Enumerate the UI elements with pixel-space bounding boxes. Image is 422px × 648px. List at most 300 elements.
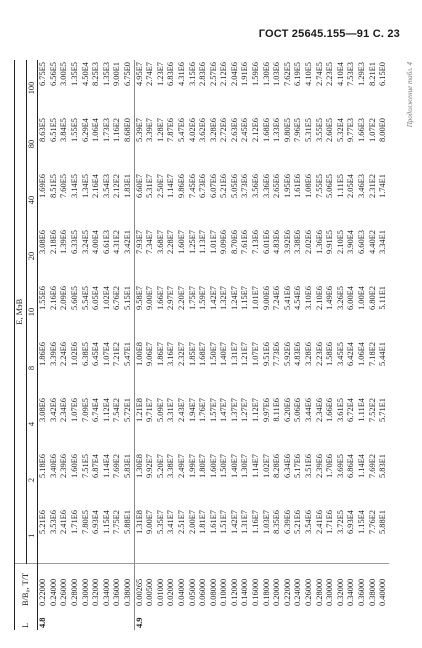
- cell-value: 1.42E7: [208, 286, 218, 310]
- cell-b: 0.34000: [346, 578, 356, 606]
- cell-value: 8.11E6: [272, 398, 282, 422]
- cell-value: 1.70E6: [325, 454, 335, 478]
- cell-value: 6.75E5: [38, 62, 48, 86]
- cell-value: 3.45E5: [335, 342, 345, 366]
- cell-value: 3.61E5: [335, 398, 345, 422]
- cell-value: 1.13E7: [198, 230, 208, 254]
- cell-value: 1.47E7: [219, 398, 229, 422]
- energy-header-cell: 1: [26, 508, 38, 564]
- cell-b: 0.30000: [80, 578, 90, 606]
- cell-value: 7.96E5: [293, 118, 303, 142]
- cell-value: 3.56E6: [251, 174, 261, 198]
- cell-value: 2.34E6: [314, 398, 324, 422]
- cell-l: 4.9: [134, 608, 145, 630]
- cell-value: 1.99E7: [187, 454, 197, 478]
- cell-value: 6.75E0: [122, 62, 132, 86]
- cell-value: 5.32E4: [335, 118, 345, 142]
- cell-value: 7.13E6: [251, 230, 261, 254]
- cell-b: 0.00500: [145, 578, 155, 606]
- cell-value: 7.53E3: [346, 62, 356, 86]
- cell-value: 3.54E6: [304, 508, 315, 564]
- cell-value: 6.05E4: [91, 286, 101, 310]
- cell-value: 6.19E5: [293, 62, 303, 86]
- cell-value: 4.54E6: [293, 286, 303, 310]
- cell-value: 7.73E6: [272, 342, 282, 366]
- cell-value: 3.68E7: [155, 230, 165, 254]
- cell-value: 6.76E2: [112, 286, 122, 310]
- cell-value: 3.42E1: [122, 230, 132, 254]
- cell-value: 5.60E5: [69, 286, 79, 310]
- cell-value: 1.21E7: [240, 342, 250, 366]
- energy-header-cell: 100: [26, 60, 38, 116]
- cell-b: 0.38000: [122, 578, 132, 606]
- cell-value: 6.74E4: [91, 398, 101, 422]
- cell-value: 1.14E4: [357, 454, 366, 478]
- cell-value: 2.02E6: [304, 230, 314, 254]
- energy-header-cell: 10: [26, 284, 38, 340]
- energy-header-cell: 40: [26, 172, 38, 228]
- cell-value: 3.84E5: [59, 118, 69, 142]
- cell-value: 2.00E7: [188, 508, 199, 564]
- cell-value: 1.14E7: [166, 174, 176, 198]
- cell-value: 5.06E6: [293, 398, 303, 422]
- cell-value: 5.05E6: [229, 174, 239, 198]
- cell-value: 5.72E1: [122, 398, 132, 422]
- cell-value: 4.83E6: [272, 230, 282, 254]
- cell-value: 2.09E6: [59, 286, 69, 310]
- cell-value: 6.00E4: [346, 286, 356, 310]
- cell-value: 1.34E5: [80, 174, 90, 198]
- rotated-table-stage: [14, 60, 406, 630]
- table-row: [177, 60, 188, 630]
- cell-value: 7.60E5: [59, 174, 69, 198]
- table-row: [112, 60, 123, 630]
- cell-value: 3.54E3: [101, 174, 111, 198]
- cell-value: 1.60E6: [69, 454, 79, 478]
- cell-value: 1.57E7: [208, 398, 218, 422]
- cell-b: 0.20000: [272, 578, 282, 606]
- cell-b: 0.24000: [48, 578, 58, 606]
- cell-b: 0.18000: [261, 578, 271, 606]
- cell-value: 1.15E4: [357, 508, 368, 564]
- cell-value: 1.12E4: [101, 398, 111, 422]
- cell-b: 0.36000: [112, 578, 122, 606]
- cell-value: 1.68E7: [198, 342, 208, 366]
- cell-value: 4.10E4: [335, 62, 345, 86]
- cell-value: 9.86E6: [176, 174, 186, 198]
- cell-value: 6.42E4: [346, 342, 356, 366]
- cell-value: 1.32E7: [219, 286, 229, 310]
- cell-l: [336, 608, 347, 630]
- cell-value: 1.66E6: [325, 398, 335, 422]
- cell-b: 0.28000: [69, 578, 79, 606]
- cell-b: 0.16000: [251, 578, 261, 606]
- cell-value: 2.16E4: [91, 174, 101, 198]
- cell-value: 6.33E5: [69, 230, 79, 254]
- cell-value: 2.74E7: [145, 62, 155, 86]
- cell-value: 1.51E7: [219, 508, 230, 564]
- cell-value: 2.83E6: [198, 62, 208, 86]
- table-row: [346, 60, 357, 630]
- cell-value: 6.07E6: [208, 174, 218, 198]
- cell-value: 2.60E5: [325, 118, 335, 142]
- cell-b: 0.24000: [293, 578, 303, 606]
- cell-value: 1.33E6: [272, 118, 282, 142]
- cell-value: 1.66E3: [357, 118, 366, 142]
- flux-table: [14, 60, 389, 630]
- cell-value: 2.63E6: [229, 118, 239, 142]
- table-row: [198, 60, 209, 630]
- cell-b: 0.26000: [304, 578, 314, 606]
- cell-value: 1.24E7: [229, 286, 239, 310]
- cell-b: 0.38000: [367, 578, 377, 606]
- cell-l: [293, 608, 304, 630]
- cell-l: [346, 608, 357, 630]
- table-row: [230, 60, 241, 630]
- table-row: [251, 60, 262, 630]
- cell-b: 0.22000: [282, 578, 292, 606]
- cell-value: 9.91E5: [325, 230, 335, 254]
- cell-value: 1.07E6: [69, 398, 79, 422]
- cell-value: 6.72E4: [346, 398, 356, 422]
- cell-value: 3.16E7: [166, 342, 176, 366]
- cell-value: 5.71E1: [378, 398, 388, 422]
- cell-value: 4.83E6: [293, 342, 303, 366]
- cell-value: 7.21E2: [112, 342, 122, 366]
- cell-value: 3.08E6: [38, 398, 48, 422]
- cell-b: 0.22000: [38, 578, 48, 606]
- cell-value: 7.45E6: [187, 174, 197, 198]
- table-body: [38, 60, 389, 630]
- cell-value: 7.51E5: [80, 454, 90, 478]
- cell-value: 1.21E8: [134, 396, 145, 452]
- cell-l: [315, 608, 326, 630]
- cell-value: 1.37E7: [229, 398, 239, 422]
- cell-value: 7.75E2: [112, 508, 123, 564]
- cell-value: 5.54E5: [80, 286, 90, 310]
- cell-value: 9.58E7: [134, 284, 145, 340]
- cell-value: 6.60E7: [134, 172, 145, 228]
- cell-value: 1.03E6: [272, 62, 282, 86]
- cell-value: 8.28E6: [272, 454, 282, 478]
- cell-value: 5.41E6: [282, 286, 292, 310]
- cell-l: [230, 608, 241, 630]
- table-row: [188, 60, 199, 630]
- cell-value: 7.61E6: [240, 230, 250, 254]
- cell-l: [166, 608, 177, 630]
- cell-b: 0.36000: [357, 578, 366, 606]
- cell-value: 4.40E2: [367, 230, 377, 254]
- cell-value: 1.11E5: [335, 174, 345, 198]
- cell-value: 2.23E6: [314, 342, 324, 366]
- cell-value: 7.55E5: [314, 174, 324, 198]
- cell-value: 2.39E6: [59, 454, 69, 478]
- cell-value: 2.10E5: [335, 230, 345, 254]
- table-row: [262, 60, 273, 630]
- energy-header-cell: 2: [26, 452, 38, 508]
- cell-value: 1.06E4: [357, 342, 366, 366]
- cell-l: [304, 608, 315, 630]
- cell-value: 6.45E4: [91, 342, 101, 366]
- table-row: [240, 60, 251, 630]
- energy-header-cell: 80: [26, 116, 38, 172]
- cell-value: 1.16E7: [251, 508, 262, 564]
- cell-l: [188, 608, 199, 630]
- cell-value: 1.83E1: [122, 174, 132, 198]
- cell-b: 0.40000: [378, 578, 388, 606]
- cell-l: [357, 608, 368, 630]
- cell-value: 3.26E5: [335, 286, 345, 310]
- cell-value: 1.30E6: [261, 62, 271, 86]
- table-row: [38, 60, 49, 630]
- cell-value: 4.02E6: [187, 118, 197, 142]
- cell-value: 2.23E5: [325, 62, 335, 86]
- cell-b: 0.02000: [166, 578, 176, 606]
- table-row: [219, 60, 230, 630]
- cell-value: 6.56E5: [48, 62, 58, 86]
- table-row: [81, 60, 92, 630]
- cell-value: 3.69E5: [335, 454, 345, 478]
- cell-b: 0.10000: [219, 578, 229, 606]
- cell-value: 1.02E4: [101, 286, 111, 310]
- cell-value: 5.88E1: [378, 508, 389, 564]
- energy-header-cell: 8: [26, 340, 38, 396]
- cell-l: [59, 608, 70, 630]
- cell-value: 2.32E7: [176, 342, 186, 366]
- cell-value: 2.41E6: [315, 508, 326, 564]
- cell-value: 3.46E3: [357, 174, 366, 198]
- cell-value: 3.31E7: [166, 398, 176, 422]
- cell-value: 9.51E6: [261, 342, 271, 366]
- cell-value: 2.57E6: [208, 62, 218, 86]
- cell-value: 2.24E6: [59, 342, 69, 366]
- cell-value: 1.02E6: [69, 342, 79, 366]
- cell-value: 1.31E7: [240, 508, 251, 564]
- col-header-l: L: [15, 608, 38, 630]
- cell-value: 8.25E3: [91, 62, 101, 86]
- cell-b: 0.00265: [134, 564, 145, 608]
- cell-value: 1.80E7: [198, 454, 208, 478]
- cell-value: 2.51E7: [177, 508, 188, 564]
- cell-l: 4.8: [38, 617, 48, 628]
- cell-value: 3.92E6: [282, 230, 292, 254]
- table-row: [145, 60, 156, 630]
- cell-value: 2.34E6: [59, 398, 69, 422]
- table-row: [156, 60, 167, 630]
- cell-value: 1.68E6: [261, 118, 271, 142]
- cell-value: 2.97E7: [166, 286, 176, 310]
- cell-value: 8.51E5: [48, 174, 58, 198]
- cell-value: 2.18E6: [48, 230, 58, 254]
- cell-value: 1.69E6: [38, 174, 48, 198]
- table-row: [49, 60, 60, 630]
- continuation-note: Продолжение табл. 4: [406, 62, 414, 128]
- cell-value: 6.61E3: [101, 230, 111, 254]
- cell-l: [283, 608, 294, 630]
- cell-l: [177, 608, 188, 630]
- cell-value: 3.62E6: [198, 118, 208, 142]
- cell-l: [198, 608, 209, 630]
- cell-l: [325, 608, 336, 630]
- cell-value: 5.83E1: [378, 454, 388, 478]
- table-row: [70, 60, 81, 630]
- cell-b: 0.12000: [229, 578, 239, 606]
- cell-value: 2.43E7: [176, 398, 186, 422]
- cell-value: 1.40E7: [219, 342, 229, 366]
- cell-value: 5.88E1: [123, 508, 134, 564]
- cell-value: 7.76E2: [368, 508, 379, 564]
- cell-b: 0.05000: [187, 578, 197, 606]
- cell-l: [49, 608, 60, 630]
- cell-value: 7.93E7: [134, 228, 145, 284]
- cell-l: [262, 608, 273, 630]
- cell-value: 3.10E6: [304, 286, 314, 310]
- cell-value: 3.14E5: [69, 174, 79, 198]
- cell-value: 3.55E5: [314, 118, 324, 142]
- cell-value: 1.55E5: [69, 118, 79, 142]
- cell-value: 4.00E4: [91, 230, 101, 254]
- cell-value: 1.75E7: [187, 286, 197, 310]
- cell-value: 1.06E4: [91, 118, 101, 142]
- cell-value: 3.34E1: [378, 230, 388, 254]
- cell-b: 0.32000: [335, 578, 345, 606]
- cell-value: 5.21E6: [219, 174, 229, 198]
- cell-value: 7.09E5: [80, 398, 90, 422]
- cell-value: 2.16E6: [48, 286, 58, 310]
- cell-value: 7.34E7: [145, 230, 155, 254]
- cell-value: 6.86E4: [346, 454, 356, 478]
- cell-value: 1.60E7: [208, 454, 218, 478]
- cell-value: 1.86E7: [155, 342, 165, 366]
- cell-value: 9.06E7: [145, 342, 155, 366]
- table-row: [123, 60, 134, 630]
- cell-value: 1.85E7: [187, 342, 197, 366]
- cell-value: 3.53E6: [49, 508, 60, 564]
- cell-value: 8.35E6: [272, 508, 283, 564]
- cell-value: 3.51E6: [304, 454, 314, 478]
- cell-value: 6.73E6: [198, 174, 208, 198]
- cell-value: 6.29E4: [80, 118, 90, 142]
- cell-value: 4.95E7: [134, 60, 145, 116]
- cell-value: 4.50E4: [80, 62, 90, 86]
- cell-value: 1.95E6: [282, 174, 292, 198]
- table-row: [378, 60, 389, 630]
- cell-l: [112, 608, 123, 630]
- cell-value: 7.87E6: [166, 118, 176, 142]
- cell-value: 1.35E3: [101, 62, 111, 86]
- cell-value: 5.09E7: [155, 398, 165, 422]
- cell-value: 1.30E8: [134, 452, 145, 508]
- cell-value: 3.39E6: [48, 342, 58, 366]
- cell-value: 9.00E1: [112, 62, 122, 86]
- energy-header-cell: 4: [26, 396, 38, 452]
- cell-value: 1.23E7: [155, 62, 165, 86]
- cell-value: 5.47E1: [122, 342, 132, 366]
- cell-value: 2.41E6: [59, 508, 70, 564]
- cell-value: 6.87E4: [91, 454, 101, 478]
- cell-value: 1.61E7: [209, 508, 220, 564]
- cell-value: 1.81E7: [198, 508, 209, 564]
- cell-value: 4.10E5: [304, 62, 314, 86]
- cell-value: 1.15E7: [240, 286, 250, 310]
- table-row: [336, 60, 347, 630]
- cell-value: 9.00E7: [145, 286, 155, 310]
- cell-value: 1.50E7: [219, 454, 229, 478]
- cell-value: 6.38E5: [80, 342, 90, 366]
- cell-value: 7.54E2: [112, 398, 122, 422]
- cell-value: 2.72E6: [219, 118, 229, 142]
- cell-value: 1.27E7: [240, 398, 250, 422]
- cell-value: 3.28E6: [304, 342, 314, 366]
- cell-l: [219, 608, 230, 630]
- cell-value: 1.61E6: [293, 174, 303, 198]
- cell-l: [91, 608, 102, 630]
- cell-value: 3.28E6: [208, 118, 218, 142]
- cell-value: 3.38E6: [293, 230, 303, 254]
- cell-value: 7.69E2: [367, 454, 377, 478]
- cell-value: 1.94E7: [187, 398, 197, 422]
- cell-l: [123, 608, 134, 630]
- cell-value: 2.39E6: [314, 454, 324, 478]
- page-header: ГОСТ 25645.155—91 С. 23: [258, 28, 400, 40]
- cell-value: 8.70E6: [229, 230, 239, 254]
- cell-value: 8.63E5: [38, 118, 48, 142]
- cell-value: 1.14E4: [101, 454, 111, 478]
- cell-b: 0.26000: [59, 578, 69, 606]
- cell-value: 1.07E4: [101, 342, 111, 366]
- cell-value: 3.24E5: [80, 230, 90, 254]
- cell-value: 5.18E6: [38, 454, 48, 478]
- energy-row: [26, 60, 38, 630]
- cell-value: 2.74E5: [314, 62, 324, 86]
- cell-value: 9.71E7: [145, 398, 155, 422]
- table-row: [315, 60, 326, 630]
- table-row: [59, 60, 70, 630]
- cell-value: 2.65E6: [272, 174, 282, 198]
- cell-value: 5.39E7: [134, 116, 145, 172]
- cell-value: 7.62E5: [282, 62, 292, 86]
- cell-l: [145, 608, 156, 630]
- cell-value: 5.06E5: [325, 174, 335, 198]
- cell-value: 1.35E5: [69, 62, 79, 86]
- cell-value: 7.18E2: [367, 342, 377, 366]
- cell-value: 5.44E1: [378, 342, 388, 366]
- cell-b: 0.01000: [155, 578, 165, 606]
- cell-value: 9.97E6: [261, 398, 271, 422]
- cell-value: 1.76E7: [198, 398, 208, 422]
- cell-b: 0.30000: [325, 578, 335, 606]
- cell-value: 2.45E6: [240, 118, 250, 142]
- cell-value: 1.74E1: [378, 174, 388, 198]
- cell-value: 1.14E7: [251, 454, 261, 478]
- cell-value: 7.80E5: [81, 508, 92, 564]
- cell-l: [102, 608, 113, 630]
- cell-value: 1.00E8: [134, 340, 145, 396]
- cell-value: 3.00E5: [59, 62, 69, 86]
- cell-value: 1.60E7: [176, 230, 186, 254]
- rotated-table-frame: [14, 60, 406, 630]
- cell-value: 1.71E6: [325, 508, 336, 564]
- cell-value: 1.28E7: [155, 118, 165, 142]
- cell-value: 2.05E4: [346, 174, 356, 198]
- table-row: [283, 60, 294, 630]
- cell-value: 2.50E7: [155, 174, 165, 198]
- cell-value: 1.00E4: [357, 286, 366, 310]
- table-row: [209, 60, 220, 630]
- cell-value: 5.83E1: [122, 454, 132, 478]
- cell-l: [272, 608, 283, 630]
- cell-value: 8.68E0: [122, 118, 132, 142]
